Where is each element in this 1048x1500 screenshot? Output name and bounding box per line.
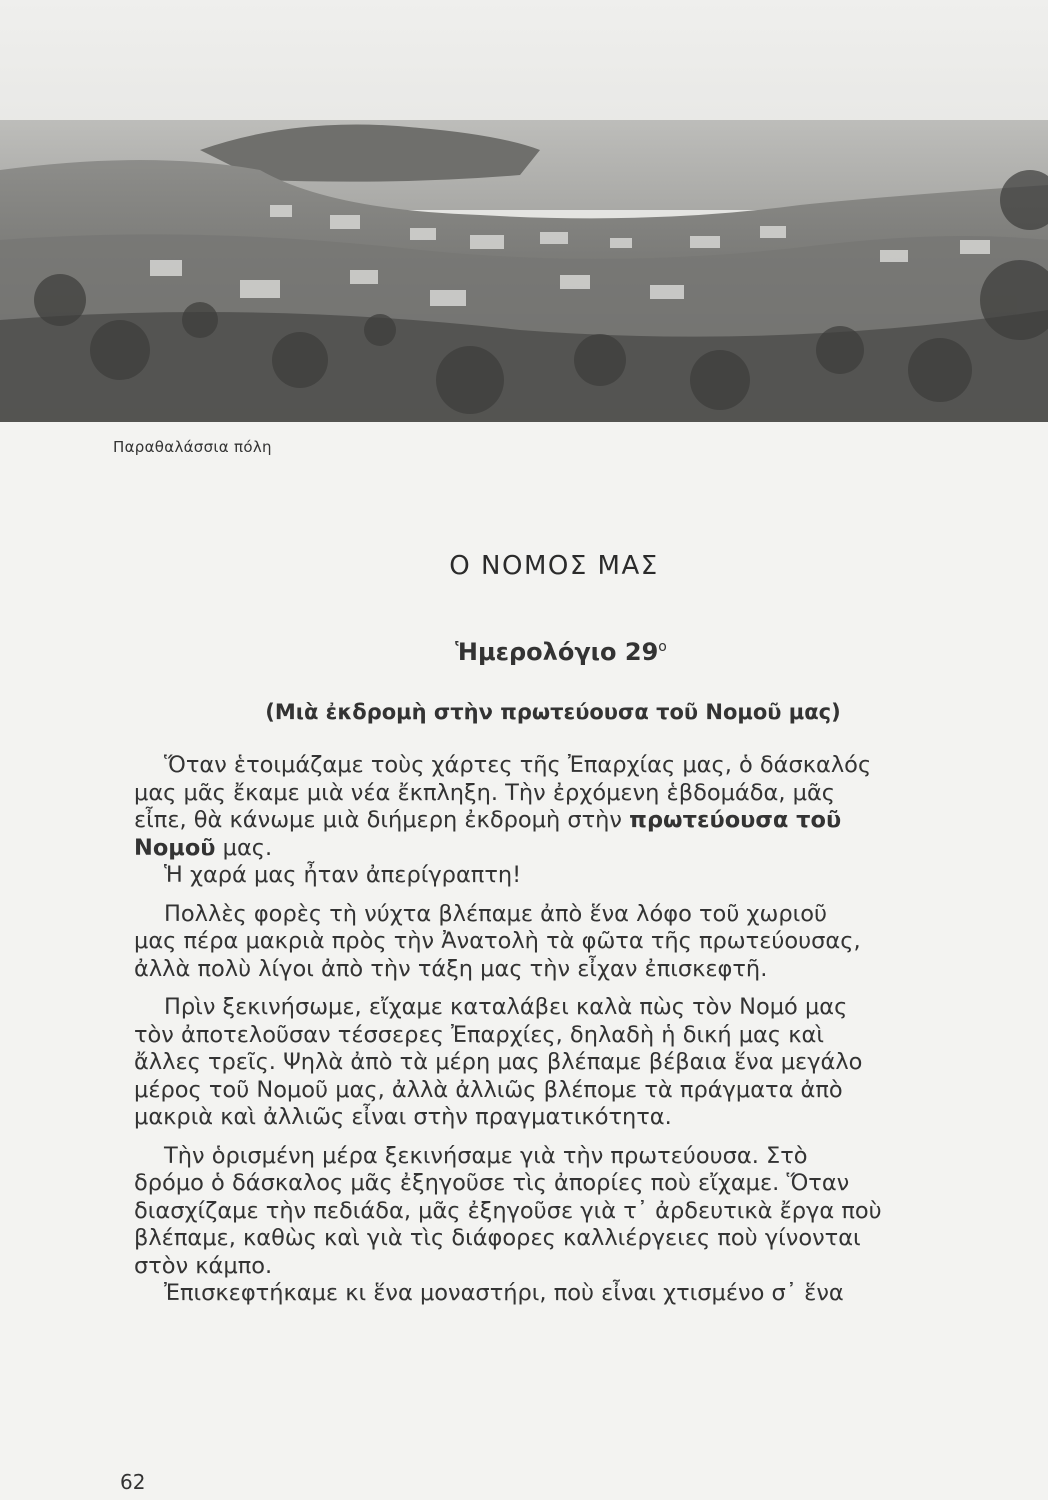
text-line: μέρος τοῦ Νομοῦ μας, ἀλλὰ ἀλλιῶς βλέπομε τὰ πράγματα ἀπὸ [134, 1076, 843, 1103]
subheading: (Μιὰ ἐκδρομὴ στὴν πρωτεύουσα τοῦ Νομοῦ μας) [265, 700, 841, 724]
text-line: Ὅταν ἑτοιμάζαμε τοὺς χάρτες τῆς Ἐπαρχίας μας, ὁ δάσκαλός [164, 752, 872, 778]
text-line: ἀλλὰ πολὺ λίγοι ἀπὸ τὴν τάξη μας τὴν εἶχαν ἐπισκεφτῆ. [134, 955, 768, 982]
bold-term: πρωτεύουσα τοῦ [629, 807, 842, 833]
paragraph-4 [134, 994, 1042, 1132]
paragraph-2 [134, 862, 1042, 890]
text-line: βλέπαμε, καθὼς καὶ γιὰ τὶς διάφορες καλλιέργειες ποὺ γίνονται [134, 1225, 861, 1251]
text-line: Πολλὲς φορὲς τὴ νύχτα βλέπαμε ἀπὸ ἕνα λόφο τοῦ χωριοῦ [164, 900, 828, 927]
diary-entry-text: Ἡμερολόγιο 29 [455, 638, 659, 666]
text-line: μακριὰ καὶ ἀλλιῶς εἶναι στὴν πραγματικότητα. [134, 1104, 672, 1130]
text-line: μας μᾶς ἔκαμε μιὰ νέα ἔκπληξη. Τὴν ἐρχόμενη ἑβδομάδα, μᾶς [134, 779, 836, 806]
text-line: Ἡ χαρά μας ἦταν ἀπερίγραπτη! [164, 862, 522, 888]
paragraph-1 [134, 752, 1042, 862]
paragraph-6 [134, 1280, 1042, 1308]
body-text [134, 752, 1042, 1308]
text-run: εἶπε, θὰ κάνωμε μιὰ διήμερη ἐκδρομὴ στὴν [134, 807, 630, 833]
paragraph-3 [134, 901, 1042, 984]
text-line: τὸν ἀποτελοῦσαν τέσσερες Ἐπαρχίες, δηλαδὴ ἡ δική μας καὶ [134, 1021, 824, 1048]
chapter-title: Ο ΝΟΜΟΣ ΜΑΣ [449, 551, 659, 581]
diary-entry-heading [0, 638, 1048, 666]
text-line: Τὴν ὁρισμένη μέρα ξεκινήσαμε γιὰ τὴν πρωτεύουσα. Στὸ [164, 1142, 808, 1169]
text-line: ἄλλες τρεῖς. Ψηλὰ ἀπὸ τὰ μέρη μας βλέπαμε βέβαια ἕνα μεγάλο [134, 1049, 863, 1075]
paragraph-5 [134, 1143, 1042, 1281]
text-line: διασχίζαμε τὴν πεδιάδα, μᾶς ἐξηγοῦσε γιὰ τ᾽ ἀρδευτικὰ ἔργα ποὺ [134, 1197, 882, 1224]
coastal-town-photo [0, 0, 1048, 422]
page-number: 62 [120, 1470, 146, 1494]
text-line: Ἐπισκεφτήκαμε κι ἕνα μοναστήρι, ποὺ εἶναι χτισμένο σ᾽ ἕνα [164, 1280, 844, 1306]
text-line: στὸν κάμπο. [134, 1252, 273, 1279]
text-line [134, 835, 1042, 863]
text-line: δρόμο ὁ δάσκαλος μᾶς ἐξηγοῦσε τὶς ἀπορίες ποὺ εἴχαμε. Ὅταν [134, 1170, 850, 1196]
ordinal-suffix: ο [658, 639, 667, 655]
bold-term: Νομοῦ [134, 834, 216, 861]
photo-caption: Παραθαλάσσια πόλη [113, 438, 272, 456]
text-line: μας πέρα μακριὰ πρὸς τὴν Ἀνατολὴ τὰ φῶτα τῆς πρωτεύουσας, [134, 928, 861, 954]
text-line: Πρὶν ξεκινήσωμε, εἴχαμε καταλάβει καλὰ πὼς τὸν Νομό μας [164, 994, 848, 1020]
text-line [134, 807, 1042, 835]
text-run: μας. [215, 834, 273, 861]
